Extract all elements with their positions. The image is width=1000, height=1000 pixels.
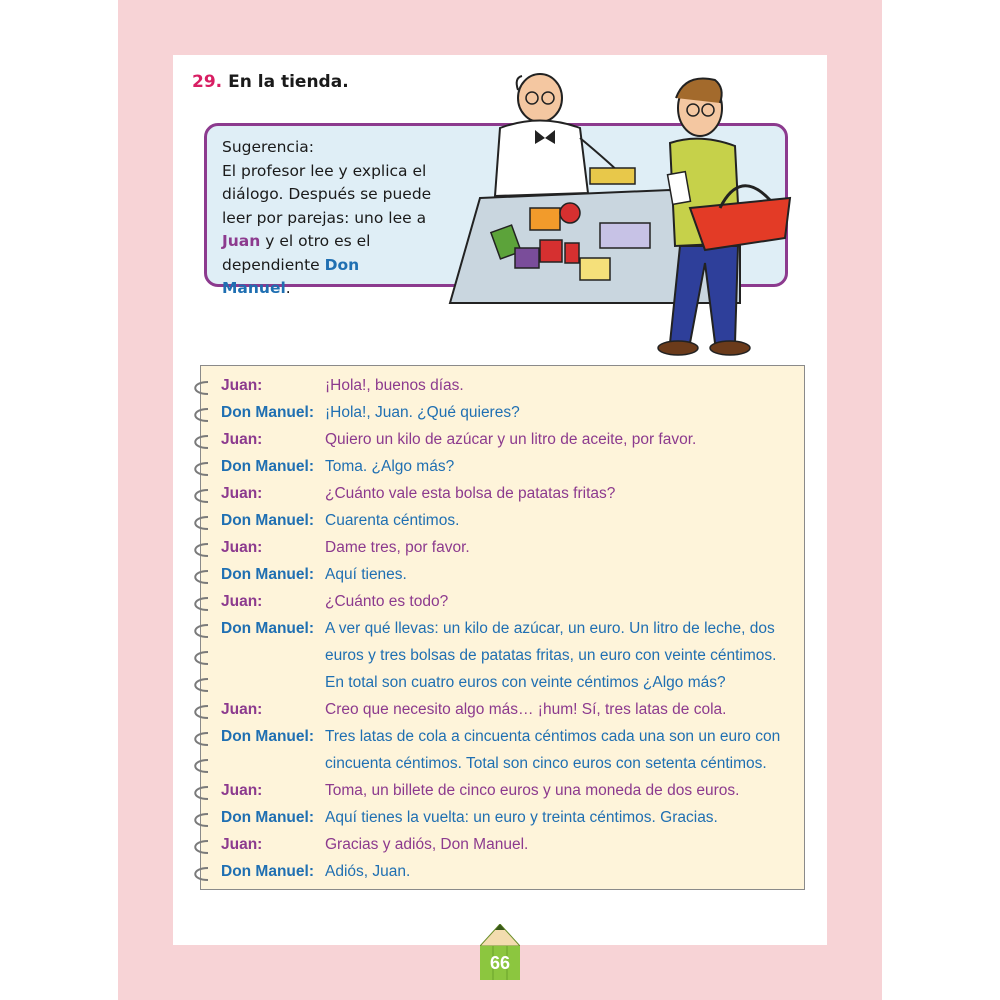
dialogue-line — [221, 804, 811, 831]
exercise-title-text: En la tienda. — [228, 72, 349, 92]
speaker-don-manuel — [221, 750, 325, 777]
dialogue-text: Aquí tienes la vuelta: un euro y treinta céntimos. Gracias. — [325, 809, 718, 826]
dialogue-text: cincuenta céntimos. Total son cinco euros con setenta céntimos. — [325, 755, 767, 772]
dialogue-line — [221, 669, 811, 696]
dialogue-text: Cuarenta céntimos. — [325, 512, 460, 529]
dialogue-text: ¿Cuánto es todo? — [325, 593, 449, 610]
speaker-juan: Juan: — [221, 377, 263, 394]
dialogue-line — [221, 723, 811, 750]
suggestion-line: diálogo. Después se puede — [222, 185, 432, 203]
dialogue-text: En total son cuatro euros con veinte céntimos ¿Algo más? — [325, 674, 726, 691]
speaker-juan: Juan: — [221, 431, 263, 448]
speaker-don-manuel: Don Manuel: — [221, 809, 314, 826]
dialogue-line — [221, 615, 811, 642]
juan-name: Juan — [222, 232, 261, 250]
suggestion-heading: Sugerencia: — [222, 138, 314, 156]
shop-illustration — [440, 68, 805, 360]
speaker-don-manuel — [221, 642, 325, 669]
dialogue-text: Toma. ¿Algo más? — [325, 458, 455, 475]
speaker-don-manuel: Don Manuel: — [221, 566, 314, 583]
speaker-don-manuel: Don Manuel: — [221, 728, 314, 745]
dialogue-text: Dame tres, por favor. — [325, 539, 470, 556]
dialogue-text: ¡Hola!, buenos días. — [325, 377, 464, 394]
suggestion-text — [222, 136, 432, 301]
suggestion-line — [222, 230, 432, 254]
dialogue-line — [221, 642, 811, 669]
speaker-juan: Juan: — [221, 782, 263, 799]
dialogue-line — [221, 399, 811, 426]
speaker-juan: Juan: — [221, 836, 263, 853]
dialogue-text: euros y tres bolsas de patatas fritas, un euro con veinte céntimos. — [325, 647, 777, 664]
dialogue — [221, 372, 811, 885]
dialogue-text: Adiós, Juan. — [325, 863, 411, 880]
dialogue-text: Tres latas de cola a cincuenta céntimos cada una son un euro con — [325, 728, 781, 745]
exercise-title — [192, 72, 349, 92]
dialogue-text: Quiero un kilo de azúcar y un litro de aceite, por favor. — [325, 431, 697, 448]
speaker-juan: Juan: — [221, 701, 263, 718]
dialogue-line — [221, 426, 811, 453]
speaker-don-manuel — [221, 669, 325, 696]
speaker-juan: Juan: — [221, 593, 263, 610]
suggestion-line-rest: y el otro es el — [260, 232, 371, 250]
suggestion-line: leer por parejas: uno lee a — [222, 208, 427, 227]
dialogue-text: ¡Hola!, Juan. ¿Qué quieres? — [325, 404, 520, 421]
dialogue-text: Aquí tienes. — [325, 566, 407, 583]
dialogue-text: A ver qué llevas: un kilo de azúcar, un euro. Un litro de leche, dos — [325, 620, 775, 637]
dialogue-line — [221, 534, 811, 561]
speaker-juan: Juan: — [221, 539, 263, 556]
dialogue-text: Creo que necesito algo más… ¡hum! Sí, tres latas de cola. — [325, 701, 727, 718]
speaker-don-manuel: Don Manuel: — [221, 620, 314, 637]
speaker-don-manuel: Don Manuel: — [221, 512, 314, 529]
speaker-don-manuel: Don Manuel: — [221, 458, 314, 475]
suggestion-line — [222, 254, 432, 301]
dialogue-text: Gracias y adiós, Don Manuel. — [325, 836, 529, 853]
dialogue-line — [221, 507, 811, 534]
dialogue-line — [221, 561, 811, 588]
dialogue-line — [221, 372, 811, 399]
don-manuel-name: Don Manuel — [222, 255, 360, 297]
dialogue-line — [221, 480, 811, 507]
speaker-juan: Juan: — [221, 485, 263, 502]
exercise-number: 29. — [192, 72, 223, 92]
speaker-don-manuel: Don Manuel: — [221, 863, 314, 880]
dialogue-line — [221, 453, 811, 480]
speaker-don-manuel: Don Manuel: — [221, 404, 314, 421]
suggestion-line: El profesor lee y explica el — [222, 161, 427, 180]
page-number: 66 — [489, 953, 511, 973]
dialogue-line — [221, 696, 811, 723]
dialogue-line — [221, 750, 811, 777]
dialogue-line — [221, 777, 811, 804]
dialogue-line — [221, 858, 811, 885]
notepad-spiral — [186, 372, 216, 882]
suggestion-line-start: dependiente — [222, 255, 325, 274]
dialogue-text: ¿Cuánto vale esta bolsa de patatas fritas? — [325, 485, 616, 502]
dialogue-text: Toma, un billete de cinco euros y una moneda de dos euros. — [325, 782, 740, 799]
suggestion-line-end: . — [285, 279, 291, 297]
dialogue-line — [221, 831, 811, 858]
dialogue-line — [221, 588, 811, 615]
